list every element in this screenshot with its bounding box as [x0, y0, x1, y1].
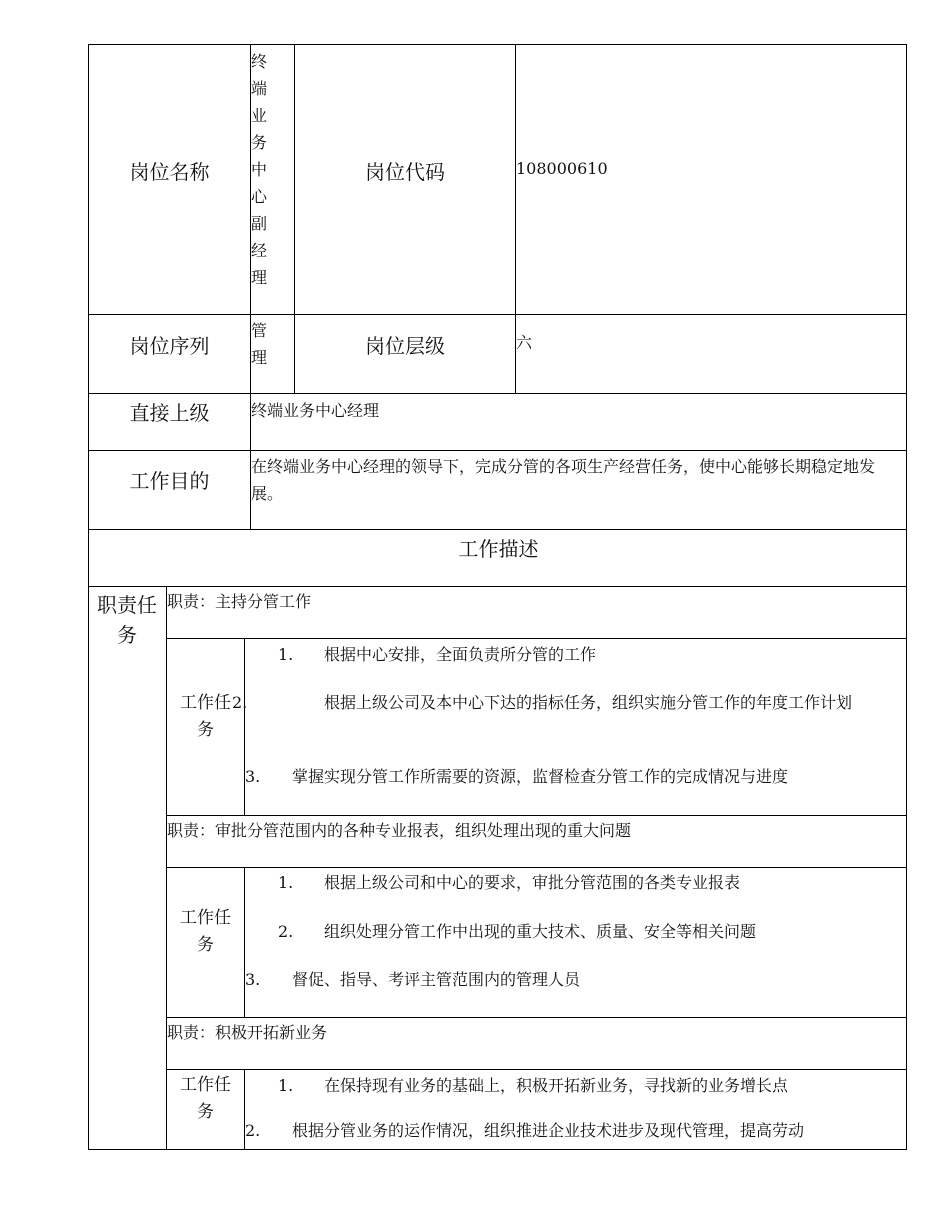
job-description-table — [88, 44, 907, 1150]
item-number: 2. — [278, 922, 294, 941]
task-label: 工作任务 — [180, 1075, 231, 1122]
item-text: 掌握实现分管工作所需要的资源，监督检查分管工作的完成情况与进度 — [292, 767, 789, 786]
task-label: 工作任务 — [180, 693, 231, 740]
post-code-value: 108000610 — [516, 159, 608, 178]
row-divider — [166, 867, 907, 868]
item-number: 1. — [278, 1076, 294, 1095]
list-item — [245, 1118, 905, 1144]
task-label: 工作任务 — [180, 908, 231, 955]
row-divider — [166, 638, 907, 639]
item-text: 根据中心安排，全面负责所分管的工作 — [324, 645, 597, 664]
list-item — [278, 642, 888, 668]
section-title: 工作描述 — [458, 536, 539, 561]
column-divider — [244, 867, 245, 1017]
duty-title: 职责：主持分管工作 — [167, 592, 312, 611]
goal-value: 在终端业务中心经理的领导下，完成分管的各项生产经营任务，使中心能够长期稳定地发展。 — [251, 457, 876, 503]
item-text: 在保持现有业务的基础上，积极开拓新业务，寻找新的业务增长点 — [324, 1076, 789, 1095]
post-name-label: 岗位名称 — [129, 159, 210, 184]
item-text: 根据上级公司和中心的要求，审批分管范围的各类专业报表 — [324, 873, 741, 892]
item-text: 根据上级公司及本中心下达的指标任务，组织实施分管工作的年度工作计划 — [324, 693, 853, 712]
item-number: 2. — [232, 693, 248, 712]
duty-title: 职责：积极开拓新业务 — [167, 1023, 328, 1042]
list-item — [245, 967, 905, 993]
item-number: 1. — [278, 645, 294, 664]
list-item — [278, 870, 888, 896]
row-divider — [89, 586, 907, 587]
level-label: 岗位层级 — [365, 333, 445, 358]
duties-label: 职责任务 — [97, 593, 157, 647]
row-divider — [166, 815, 907, 816]
item-number: 3. — [245, 767, 261, 786]
goal-label: 工作目的 — [129, 468, 210, 493]
row-divider — [166, 1069, 907, 1070]
item-number: 1. — [278, 873, 294, 892]
list-item — [278, 1073, 888, 1099]
superior-label: 直接上级 — [129, 400, 210, 425]
item-number: 3. — [245, 970, 261, 989]
item-text: 组织处理分管工作中出现的重大技术、质量、安全等相关问题 — [324, 922, 757, 941]
post-code-label: 岗位代码 — [365, 159, 445, 184]
list-item — [245, 764, 905, 790]
duty-title: 职责：审批分管范围内的各种专业报表，组织处理出现的重大问题 — [167, 821, 632, 840]
item-text: 督促、指导、考评主管范围内的管理人员 — [292, 970, 581, 989]
column-divider — [166, 586, 167, 1150]
post-name-value: 终端业务中心副经理 — [251, 52, 268, 287]
sequence-label: 岗位序列 — [129, 333, 210, 358]
level-value: 六 — [516, 333, 533, 352]
superior-value: 终端业务中心经理 — [251, 401, 380, 420]
item-text: 根据分管业务的运作情况，组织推进企业技术进步及现代管理，提高劳动 — [292, 1121, 805, 1140]
sequence-value: 管理 — [251, 321, 268, 367]
item-number: 2. — [245, 1121, 261, 1140]
list-item — [232, 690, 888, 716]
list-item — [278, 919, 888, 945]
row-divider — [166, 1017, 907, 1018]
